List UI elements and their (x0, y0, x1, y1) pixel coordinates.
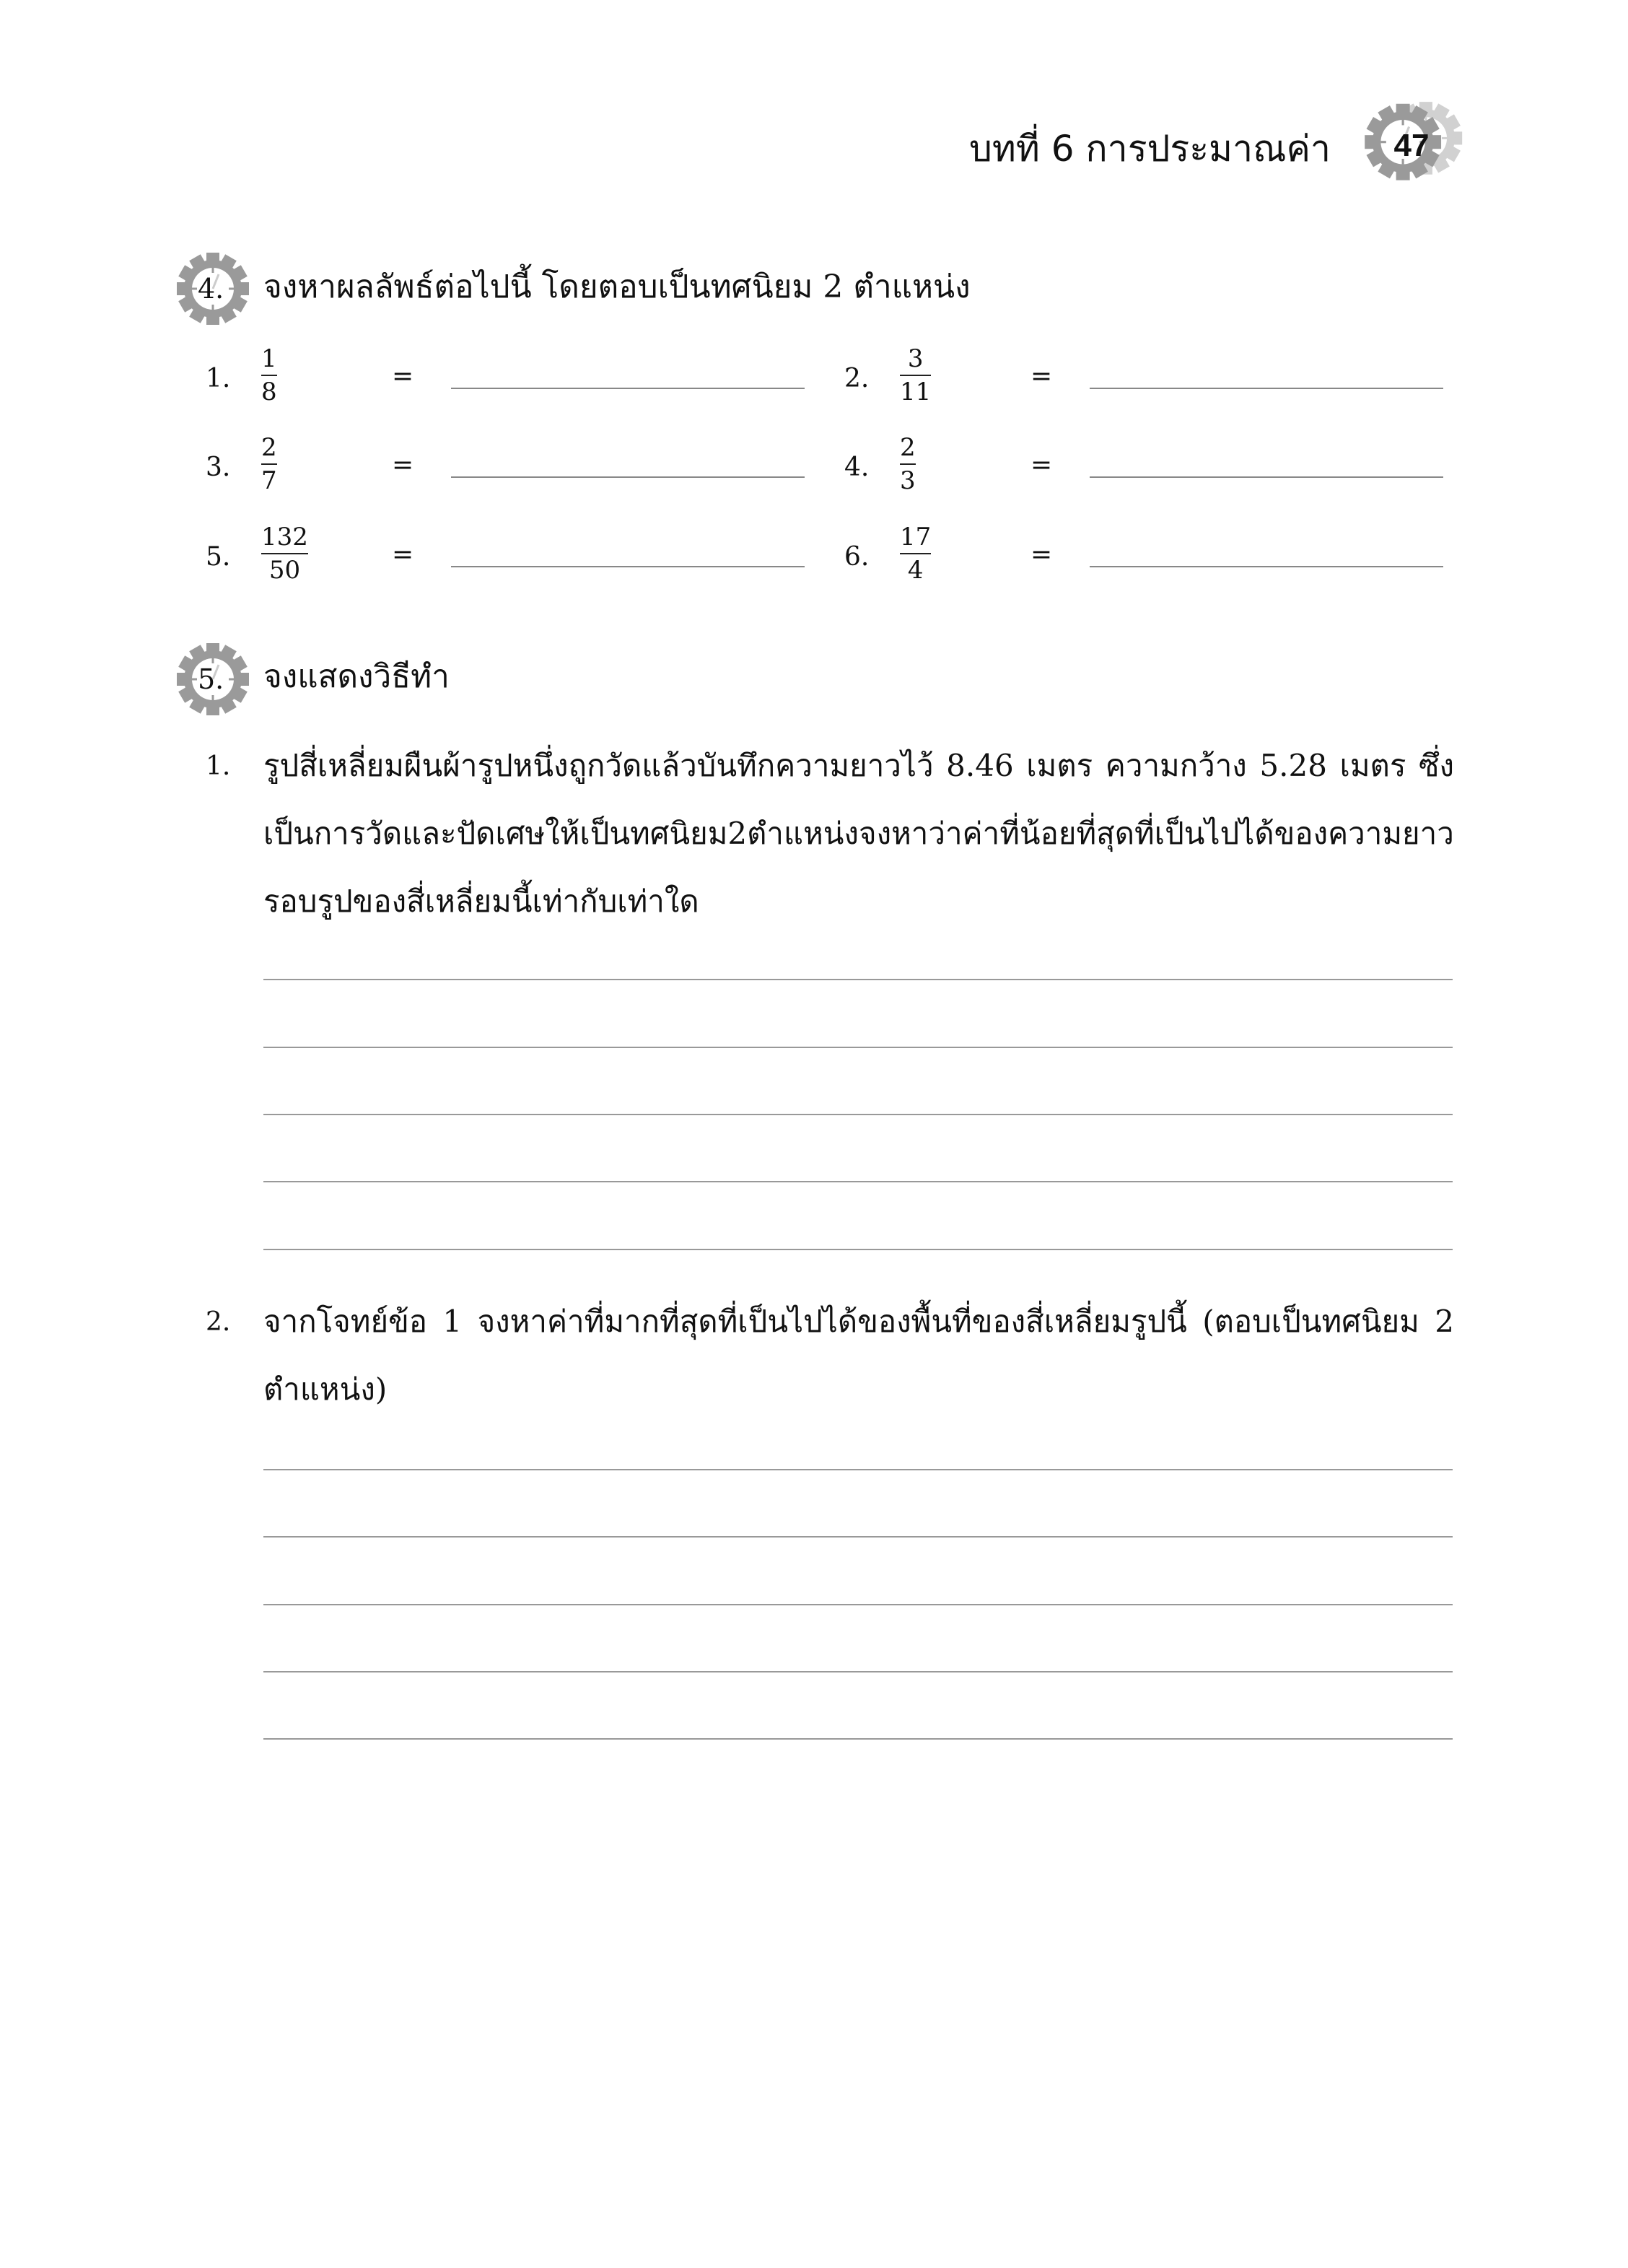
equals-sign: = (1030, 450, 1053, 480)
fraction-bar (261, 553, 308, 554)
denominator: 3 (900, 466, 916, 495)
item-label: 6. (844, 542, 870, 572)
answer-line[interactable] (263, 1536, 1453, 1538)
answer-blank[interactable] (1090, 566, 1443, 567)
answer-line[interactable] (263, 1181, 1453, 1182)
section-number: 5. (198, 663, 224, 695)
denominator: 4 (907, 556, 924, 585)
equals-sign: = (392, 540, 414, 570)
equals-sign: = (392, 450, 414, 480)
fraction-bar (900, 375, 931, 376)
item-label: 5. (206, 542, 231, 572)
answer-line[interactable] (263, 1249, 1453, 1250)
denominator: 7 (261, 466, 277, 495)
equals-sign: = (392, 362, 414, 391)
equals-sign: = (1030, 362, 1053, 391)
fraction-bar (900, 463, 916, 465)
question-text: จากโจทย์ข้อ 1 จงหาค่าที่มากที่สุดที่เป็นไปได้ของพื้นที่ของสี่เหลี่ยมรูปนี้ (ตอบเป็นทศนิยม 2 ตำแหน่ง) (263, 1304, 1454, 1407)
answer-blank[interactable] (451, 566, 805, 567)
answer-blank[interactable] (451, 476, 805, 478)
fraction-bar (900, 553, 931, 554)
answer-blank[interactable] (1090, 388, 1443, 389)
denominator: 11 (900, 378, 932, 406)
question-label: 2. (206, 1307, 231, 1337)
question-label: 1. (206, 751, 231, 781)
fraction (900, 344, 931, 406)
numerator: 17 (900, 523, 932, 551)
answer-line[interactable] (263, 1671, 1453, 1672)
item-label: 4. (844, 453, 870, 482)
numerator: 3 (907, 344, 924, 373)
fraction (261, 433, 277, 495)
equals-sign: = (1030, 540, 1053, 570)
fraction (900, 433, 916, 495)
denominator: 50 (268, 556, 301, 585)
answer-line[interactable] (263, 1114, 1453, 1115)
numerator: 1 (261, 344, 277, 373)
answer-line[interactable] (263, 1469, 1453, 1470)
fraction-bar (261, 463, 277, 465)
fraction (261, 344, 277, 406)
answer-line[interactable] (263, 979, 1453, 980)
chapter-title: บทที่ 6 การประมาณค่า (969, 128, 1331, 170)
fraction-bar (261, 375, 277, 376)
answer-line[interactable] (263, 1604, 1453, 1605)
numerator: 2 (261, 433, 277, 462)
item-label: 2. (844, 364, 870, 393)
page-number: 47 (1393, 128, 1430, 163)
answer-line[interactable] (263, 1738, 1453, 1740)
denominator: 8 (261, 378, 277, 406)
item-label: 1. (206, 364, 231, 393)
answer-blank[interactable] (451, 388, 805, 389)
question-text: รูปสี่เหลี่ยมผืนผ้ารูปหนึ่งถูกวัดแล้วบันทึกความยาวไว้ 8.46 เมตร ความกว้าง 5.28 เมตร ซึ่งเป็นการวัดและปัดเศษให้เป็นทศนิยม2ตำแหน่งจงหาว่าค่าที่น้อยที่สุดที่เป็นไปได้ของความยาวรอบรูปของสี่เหลี่ยมนี้เท่ากับเท่าใด (263, 748, 1454, 919)
section-title: จงหาผลลัพธ์ต่อไปนี้ โดยตอบเป็นทศนิยม 2 ตำแหน่ง (263, 269, 971, 305)
answer-blank[interactable] (1090, 476, 1443, 478)
section-title: จงแสดงวิธีทำ (263, 658, 450, 695)
fraction (900, 523, 931, 585)
numerator: 132 (261, 523, 308, 551)
answer-line[interactable] (263, 1047, 1453, 1048)
section-number: 4. (198, 273, 224, 305)
numerator: 2 (900, 433, 916, 462)
fraction (261, 523, 308, 585)
item-label: 3. (206, 453, 231, 482)
